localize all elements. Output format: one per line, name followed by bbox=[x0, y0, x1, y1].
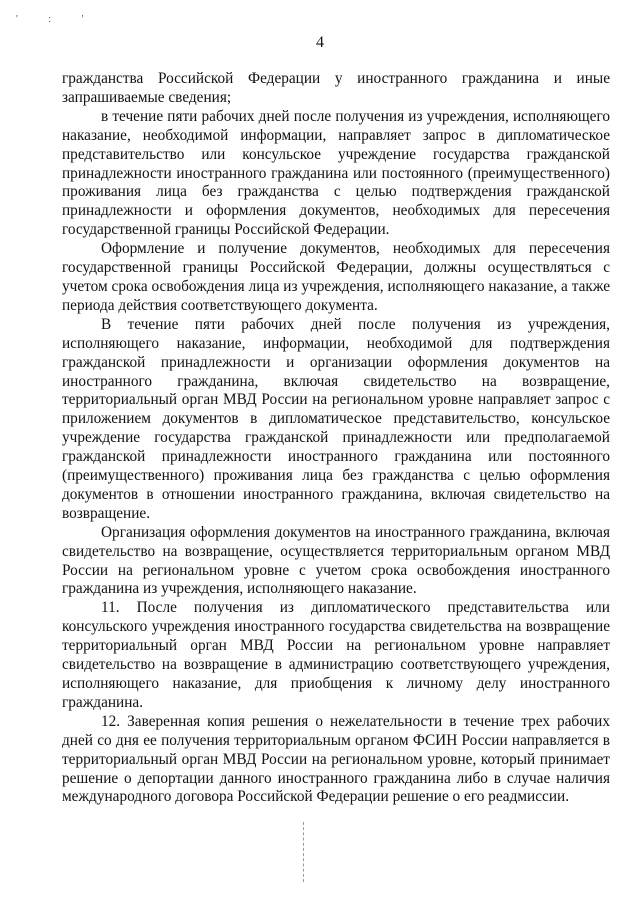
scan-gutter-line bbox=[303, 822, 304, 882]
document-body bbox=[62, 70, 610, 807]
paragraph-organization: Организация оформления документов на иностранного гражданина, включая свидетельство на возвращение, осуществляется территориальным органом МВД России на региональном уровне с учетом срока освобождения иностранного гражданина из учреждения, исполняющего наказание. bbox=[62, 523, 610, 598]
scan-corner-marks: ' : ' bbox=[16, 14, 98, 25]
paragraph-mvd-request: В течение пяти рабочих дней после получения из учреждения, исполняющего наказание, информации, необходимой для подтверждения гражданской принадлежности и организации оформления документов на иностранного гражданина, включая свидетельство на возвращение, территориальный орган МВД России на региональном уровне направляет запрос с приложением документов в дипломатическое представительство, консульское учреждение государства гражданской принадлежности или предполагаемой гражданской принадлежности иностранного гражданина или постоянного (преимущественного) проживания лица без гражданства с целью оформления документов в отношении иностранного гражданина, включая свидетельство на возвращение. bbox=[62, 315, 610, 522]
page-number: 4 bbox=[316, 34, 324, 51]
paragraph-request-to-embassy: в течение пяти рабочих дней после получения из учреждения, исполняющего наказание, необходимой информации, направляет запрос в дипломатическое представительство или консульское учреждение государства гражданской принадлежности иностранного гражданина или постоянного (преимущественного) проживания лица без гражданства с целью подтверждения гражданской принадлежности и оформления документов, необходимых для пересечения государственной границы Российской Федерации. bbox=[62, 107, 610, 239]
paragraph-document-processing: Оформление и получение документов, необходимых для пересечения государственной границы Российской Федерации, должны осуществляться с учетом срока освобождения лица из учреждения, исполняющего наказание, а также периода действия соответствующего документа. bbox=[62, 240, 610, 314]
paragraph-item-12: 12. Заверенная копия решения о нежелательности в течение трех рабочих дней со дня ее получения территориальным органом ФСИН России направляется в территориальный орган МВД России на региональном уровне, который принимает решение о депортации данного иностранного гражданина либо в случае наличия международного договора Российской Федерации решение о его реадмиссии. bbox=[62, 712, 610, 806]
paragraph-continuation: гражданства Российской Федерации у иностранного гражданина и иные запрашиваемые сведения; bbox=[62, 70, 610, 106]
paragraph-item-11: 11. После получения из дипломатического представительства или консульского учреждения иностранного государства свидетельства на возвращение территориальный орган МВД России на региональном уровне направляет свидетельство на возвращение в администрацию соответствующего учреждения, исполняющего наказание, для приобщения к личному делу иностранного гражданина. bbox=[62, 599, 610, 711]
